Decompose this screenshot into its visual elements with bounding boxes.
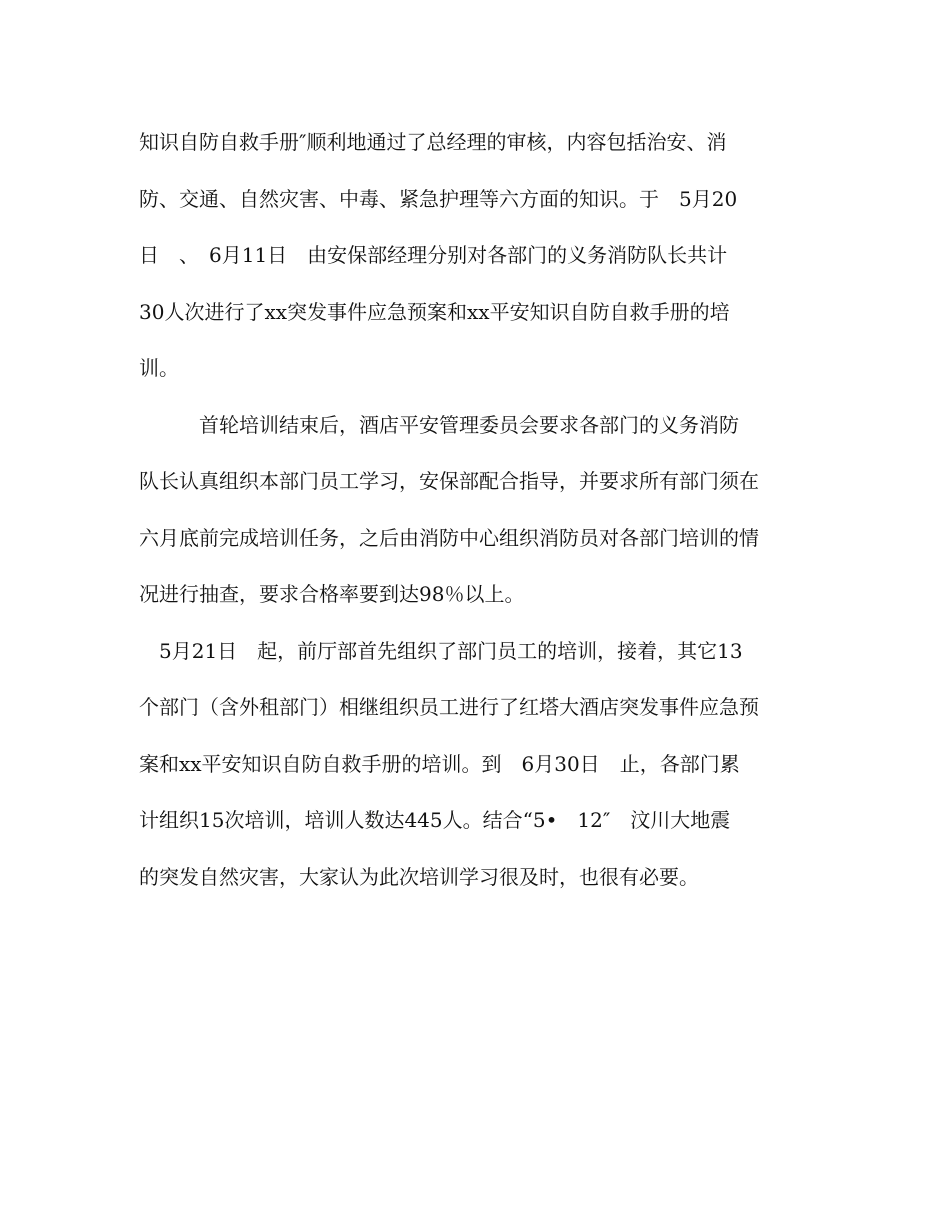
text-line-7: 队长认真组织本部门员工学习，安保部配合指导，并要求所有部门须在: [139, 469, 759, 493]
text-line-11: 个部门（含外租部门）相继组织员工进行了红塔大酒店突发事件应急预: [139, 695, 759, 719]
text-line-2: 防、交通、自然灾害、中毒、紧急护理等六方面的知识。于 5月20: [139, 186, 738, 211]
text-line-5: 训。: [139, 356, 179, 380]
text-line-6: 首轮培训结束后，酒店平安管理委员会要求各部门的义务消防: [139, 412, 739, 437]
body-text: [139, 120, 829, 911]
text-line-10: 5月21日 起，前厅部首先组织了部门员工的培训，接着，其它13: [139, 638, 743, 663]
text-line-4: 30人次进行了xx突发事件应急预案和xx平安知识自防自救手册的培: [139, 299, 730, 324]
text-line-12: 案和xx平安知识自防自救手册的培训。到 6月30日 止，各部门累: [139, 751, 740, 776]
text-line-9: 况进行抽查，要求合格率要到达98％以上。: [139, 582, 525, 606]
text-line-1: 知识自防自救手册″顺利地通过了总经理的审核，内容包括治安、消: [139, 130, 727, 154]
text-line-3: 日 、 6月11日 由安保部经理分别对各部门的义务消防队长共计: [139, 243, 728, 267]
text-line-14: 的突发自然灾害，大家认为此次培训学习很及时，也很有必要。: [139, 864, 699, 889]
text-line-13: 计组织15次培训，培训人数达445人。结合“5• 12″ 汶川大地震: [139, 808, 731, 832]
text-line-8: 六月底前完成培训任务，之后由消防中心组织消防员对各部门培训的情: [139, 525, 759, 550]
